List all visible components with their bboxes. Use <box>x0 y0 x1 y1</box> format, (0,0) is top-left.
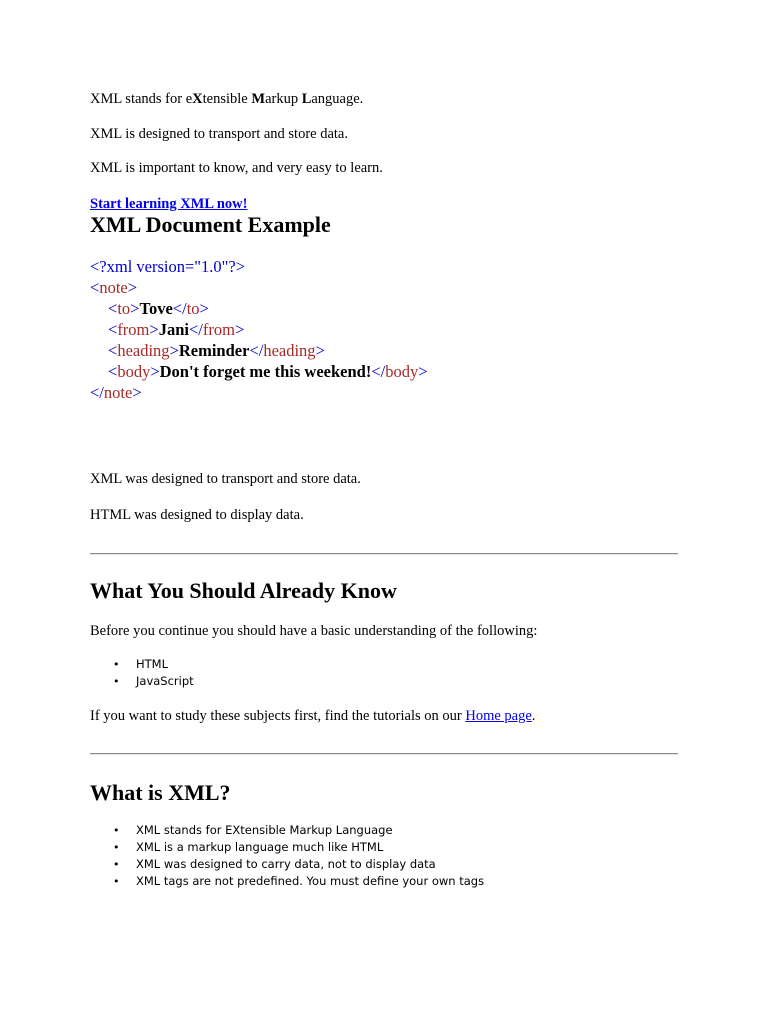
code-line-body: <body>Don't forget me this weekend!</body> <box>108 362 428 381</box>
list-item: • JavaScript <box>113 674 194 688</box>
acronym-letter: M <box>251 91 266 107</box>
xml-code-example <box>90 256 428 403</box>
intro-paragraph-acronym <box>90 90 363 108</box>
code-line-heading: <heading>Reminder</heading> <box>108 341 325 360</box>
intro-text: XML stands for e <box>90 91 193 107</box>
bullet-icon: • <box>113 875 120 888</box>
study-subjects-paragraph: If you want to study these subjects first, find the tutorials on our Home page. <box>90 708 536 724</box>
start-learning-link-wrap <box>90 195 247 213</box>
bullet-icon: • <box>113 658 120 671</box>
xml-declaration: <?xml version="1.0"?> <box>90 257 246 276</box>
xml-document-example-heading: XML Document Example <box>90 212 331 237</box>
list-item: • XML tags are not predefined. You must define your own tags <box>113 874 485 888</box>
intro-paragraph-easy: XML is important to know, and very easy to learn. <box>90 160 383 176</box>
prerequisites-intro: Before you continue you should have a basic understanding of the following: <box>90 623 538 639</box>
section-divider <box>90 553 678 555</box>
intro-text: tensible <box>202 91 252 107</box>
code-line-note-close: </note> <box>90 383 142 402</box>
study-text: If you want to study these subjects first, find the tutorials on our <box>90 708 466 724</box>
intro-text: arkup <box>265 91 302 107</box>
intro-text: anguage. <box>311 91 364 107</box>
code-line-to: <to>Tove</to> <box>108 299 209 318</box>
bullet-icon: • <box>113 858 120 871</box>
list-item: • XML is a markup language much like HTML <box>113 840 384 854</box>
acronym-letter: L <box>301 91 312 107</box>
intro-paragraph-purpose: XML is designed to transport and store data. <box>90 126 348 142</box>
list-item: • XML was designed to carry data, not to display data <box>113 857 436 871</box>
bullet-icon: • <box>113 841 120 854</box>
acronym-letter: X <box>192 91 203 107</box>
bullet-icon: • <box>113 824 120 837</box>
code-line-from: <from>Jani</from> <box>108 320 245 339</box>
section-divider <box>90 753 678 755</box>
what-you-should-know-heading: What You Should Already Know <box>90 578 397 603</box>
list-item: • XML stands for EXtensible Markup Language <box>113 823 393 837</box>
home-page-link[interactable]: Home page <box>465 708 532 724</box>
xml-vs-html-paragraph-1: XML was designed to transport and store data. <box>90 471 361 487</box>
xml-vs-html-paragraph-2: HTML was designed to display data. <box>90 507 304 523</box>
start-learning-link[interactable]: Start learning XML now! <box>90 196 248 212</box>
prerequisites-list <box>90 656 194 690</box>
what-is-xml-heading: What is XML? <box>90 780 231 805</box>
bullet-icon: • <box>113 675 120 688</box>
what-is-xml-list <box>90 822 484 890</box>
code-line-note-open: <note> <box>90 278 138 297</box>
list-item: • HTML <box>113 657 169 671</box>
